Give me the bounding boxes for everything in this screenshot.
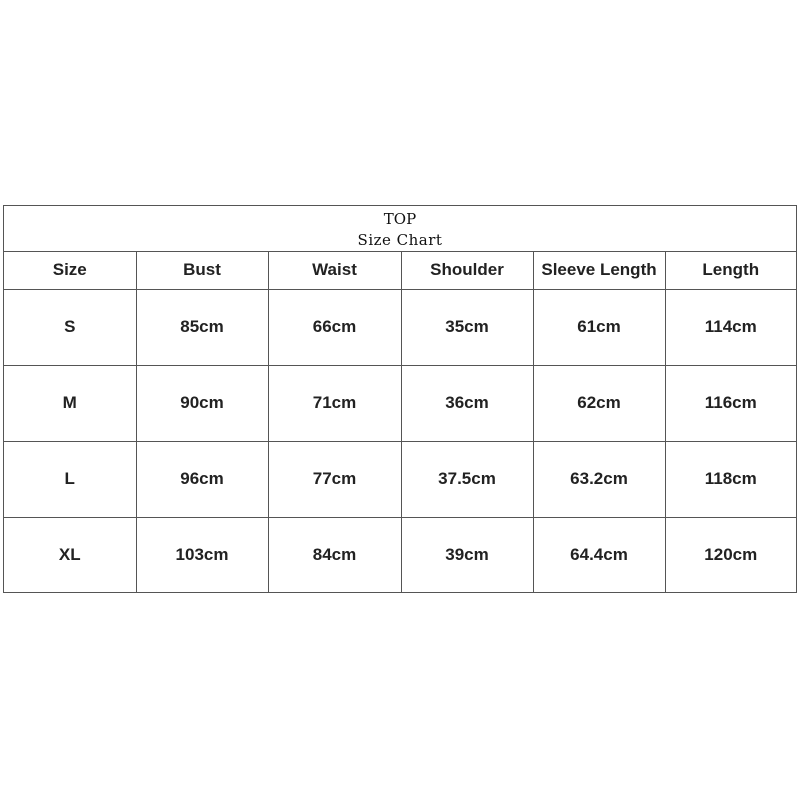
cell-sleeve-length: 64.4cm bbox=[533, 517, 665, 593]
chart-header bbox=[4, 206, 796, 252]
header-row bbox=[4, 252, 796, 289]
column-header-sleeve-length: Sleeve Length bbox=[533, 252, 665, 289]
cell-shoulder: 35cm bbox=[401, 289, 533, 365]
chart-title: TOP bbox=[383, 210, 417, 228]
table-row bbox=[4, 365, 796, 441]
table-row bbox=[4, 289, 796, 365]
column-header-shoulder: Shoulder bbox=[401, 252, 533, 289]
size-grid bbox=[4, 252, 796, 593]
cell-shoulder: 39cm bbox=[401, 517, 533, 593]
cell-length: 120cm bbox=[704, 545, 758, 565]
cell-length: 116cm bbox=[665, 365, 796, 441]
column-header-bust: Bust bbox=[136, 252, 268, 289]
cell-length: 114cm bbox=[665, 289, 796, 365]
column-header-size: Size bbox=[4, 252, 136, 289]
column-header-length: Length bbox=[665, 252, 796, 289]
cell-bust: 90cm bbox=[136, 365, 268, 441]
chart-subtitle: Size Chart bbox=[357, 231, 443, 249]
cell-waist: 66cm bbox=[268, 289, 401, 365]
cell-waist: 84cm bbox=[268, 517, 401, 593]
cell-bust: 96cm bbox=[136, 441, 268, 517]
cell-sleeve-length: 61cm bbox=[533, 289, 665, 365]
cell-waist: 77cm bbox=[268, 441, 401, 517]
table-row bbox=[4, 517, 796, 593]
cell-shoulder: 37.5cm bbox=[401, 441, 533, 517]
cell-bust: 85cm bbox=[136, 289, 268, 365]
cell-shoulder: 36cm bbox=[401, 365, 533, 441]
cell-sleeve-length: 62cm bbox=[533, 365, 665, 441]
cell-sleeve-length: 63.2cm bbox=[533, 441, 665, 517]
cell-size: M bbox=[4, 365, 136, 441]
cell-length: 118cm bbox=[665, 441, 796, 517]
cell-size: XL bbox=[4, 517, 136, 593]
column-header-waist: Waist bbox=[268, 252, 401, 289]
cell-waist: 71cm bbox=[268, 365, 401, 441]
cell-bust: 103cm bbox=[136, 517, 268, 593]
cell-size: L bbox=[4, 441, 136, 517]
cell-size: S bbox=[4, 289, 136, 365]
size-chart-table bbox=[3, 205, 797, 593]
table-row bbox=[4, 441, 796, 517]
